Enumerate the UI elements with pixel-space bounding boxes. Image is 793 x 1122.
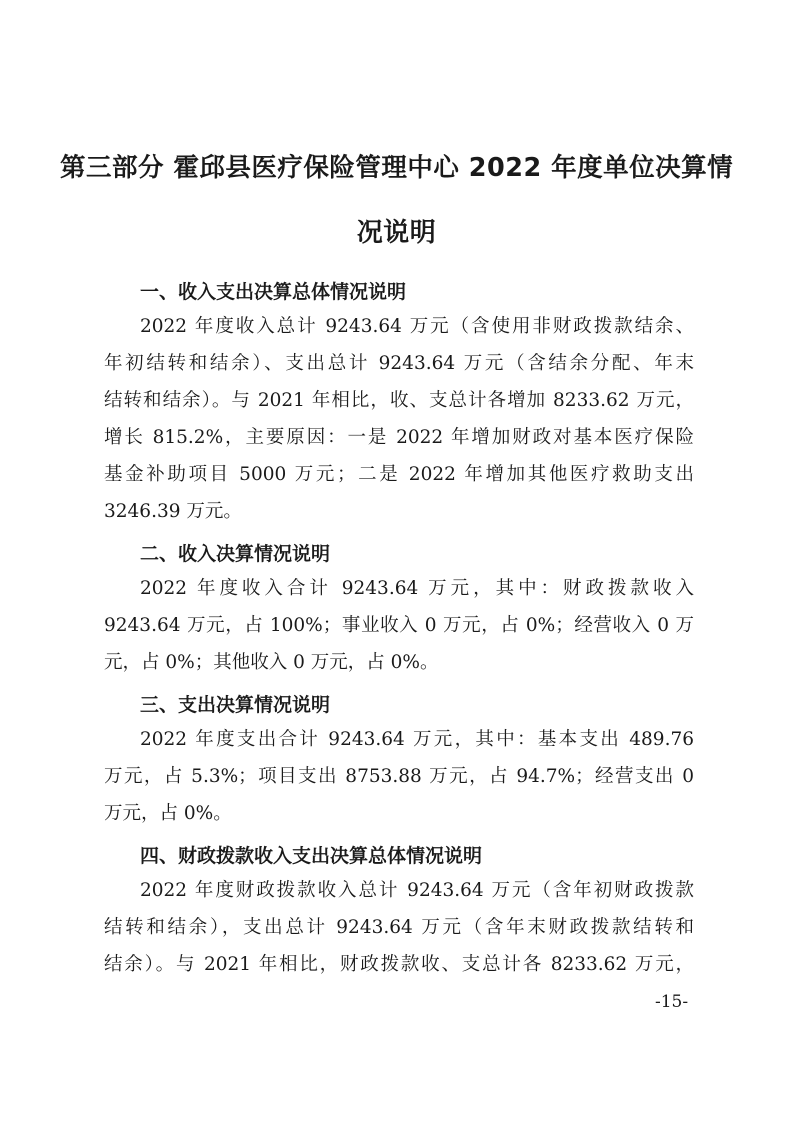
paragraph-line: 元，占 0%；其他收入 0 万元，占 0%。 xyxy=(104,652,439,673)
paragraph-line: 2022 年度支出合计 9243.64 万元，其中：基本支出 489.76 xyxy=(140,729,694,750)
document-title-line-1: 第三部分 霍邱县医疗保险管理中心 2022 年度单位决算情 xyxy=(60,153,734,183)
section-heading-fiscal-appropriation: 四、财政拨款收入支出决算总体情况说明 xyxy=(140,845,483,867)
document-title-line-2: 况说明 xyxy=(356,218,437,248)
section-heading-income-expenditure-overall: 一、收入支出决算总体情况说明 xyxy=(140,281,407,303)
page-number: -15- xyxy=(655,992,689,1012)
paragraph-line: 基金补助项目 5000 万元；二是 2022 年增加其他医疗救助支出 xyxy=(104,464,694,485)
paragraph-line: 结转和结余）。与 2021 年相比，收、支总计各增加 8233.62 万元， xyxy=(104,390,694,411)
section-heading-expenditure: 三、支出决算情况说明 xyxy=(140,694,331,716)
paragraph-line: 9243.64 万元，占 100%；事业收入 0 万元，占 0%；经营收入 0 万 xyxy=(104,615,694,636)
paragraph-line: 年初结转和结余）、支出总计 9243.64 万元（含结余分配、年末 xyxy=(104,353,694,374)
paragraph-line: 万元，占 0%。 xyxy=(104,803,232,824)
paragraph-line: 3246.39 万元。 xyxy=(104,501,242,522)
paragraph-line: 结余）。与 2021 年相比，财政拨款收、支总计各 8233.62 万元， xyxy=(104,954,694,975)
paragraph-line: 2022 年度收入总计 9243.64 万元（含使用非财政拨款结余、 xyxy=(140,316,694,337)
paragraph-line: 2022 年度财政拨款收入总计 9243.64 万元（含年初财政拨款 xyxy=(140,880,694,901)
section-heading-income: 二、收入决算情况说明 xyxy=(140,543,331,565)
paragraph-line: 结转和结余），支出总计 9243.64 万元（含年末财政拨款结转和 xyxy=(104,917,694,938)
paragraph-line: 万元，占 5.3%；项目支出 8753.88 万元，占 94.7%；经营支出 0 xyxy=(104,766,694,787)
paragraph-line: 2022 年度收入合计 9243.64 万元，其中：财政拨款收入 xyxy=(140,578,694,599)
paragraph-line: 增长 815.2%，主要原因：一是 2022 年增加财政对基本医疗保险 xyxy=(104,427,694,448)
